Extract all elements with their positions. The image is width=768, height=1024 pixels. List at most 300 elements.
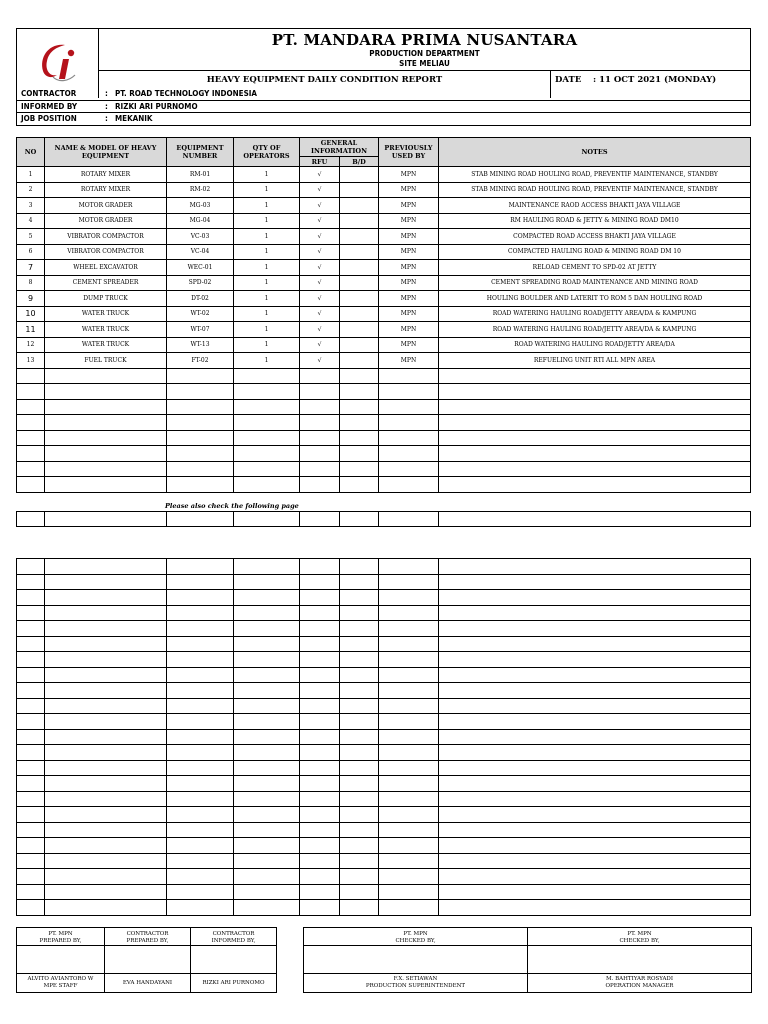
empty-cell — [234, 760, 300, 776]
empty-cell — [300, 714, 340, 730]
empty-cell — [300, 430, 340, 446]
info-colon: : — [105, 89, 108, 98]
equipment-number: WT-13 — [167, 337, 234, 353]
equipment-number: DT-02 — [167, 291, 234, 307]
equipment-table-body — [17, 167, 751, 493]
empty-cell — [17, 399, 45, 415]
empty-cell — [234, 461, 300, 477]
empty-cell — [234, 636, 300, 652]
empty-cell — [45, 667, 167, 683]
empty-cell — [439, 729, 751, 745]
empty-cell — [234, 621, 300, 637]
sig-role: INFORMED BY, — [211, 938, 256, 944]
signature-block-left — [16, 927, 277, 993]
company-logo-icon — [35, 39, 81, 85]
empty-cell — [17, 760, 45, 776]
table-row — [17, 446, 751, 462]
empty-cell — [167, 714, 234, 730]
col-header-name: NAME & MODEL OF HEAVY EQUIPMENT — [45, 138, 167, 167]
empty-cell — [234, 446, 300, 462]
empty-cell — [300, 559, 340, 575]
empty-cell — [17, 807, 45, 823]
empty-cell — [340, 399, 379, 415]
equipment-number: VC-03 — [167, 229, 234, 245]
equipment-number: WT-07 — [167, 322, 234, 338]
previously-used-by: MPN — [379, 182, 439, 198]
empty-cell — [340, 838, 379, 854]
bd-mark — [340, 306, 379, 322]
empty-cell — [167, 745, 234, 761]
empty-cell — [379, 605, 439, 621]
empty-cell — [17, 683, 45, 699]
empty-cell — [234, 368, 300, 384]
table-row — [17, 260, 751, 276]
bd-mark — [340, 322, 379, 338]
empty-cell — [17, 368, 45, 384]
equipment-name: DUMP TRUCK — [45, 291, 167, 307]
empty-cell — [379, 822, 439, 838]
empty-cell — [340, 430, 379, 446]
empty-cell — [340, 559, 379, 575]
equipment-name: WHEEL EXCAVATOR — [45, 260, 167, 276]
empty-cell — [340, 776, 379, 792]
empty-cell — [340, 884, 379, 900]
empty-cell — [45, 822, 167, 838]
info-row-job-position — [17, 112, 750, 124]
empty-cell — [340, 605, 379, 621]
table-row — [17, 853, 751, 869]
equipment-number: MG-03 — [167, 198, 234, 214]
equipment-name: ROTARY MIXER — [45, 182, 167, 198]
empty-cell — [379, 384, 439, 400]
empty-cell — [379, 838, 439, 854]
empty-cell — [45, 461, 167, 477]
empty-cell — [167, 698, 234, 714]
table-row — [17, 745, 751, 761]
empty-cell — [17, 698, 45, 714]
empty-cell — [300, 636, 340, 652]
bd-mark — [340, 198, 379, 214]
rfu-mark: √ — [300, 306, 340, 322]
continuation-table-body — [17, 559, 751, 916]
empty-cell — [439, 683, 751, 699]
empty-cell — [234, 729, 300, 745]
sig-org: PT. MPN — [48, 931, 73, 937]
row-number: 11 — [17, 322, 45, 338]
table-row — [17, 337, 751, 353]
empty-cell — [300, 869, 340, 885]
previously-used-by: MPN — [379, 353, 439, 369]
empty-cell — [439, 667, 751, 683]
equipment-name: ROTARY MIXER — [45, 167, 167, 183]
info-key: INFORMED BY — [21, 102, 78, 111]
info-colon: : — [105, 114, 108, 123]
row-notes: RELOAD CEMENT TO SPD-02 AT JETTY — [439, 260, 751, 276]
empty-cell — [340, 745, 379, 761]
empty-cell — [234, 698, 300, 714]
table-row — [17, 353, 751, 369]
empty-cell — [379, 776, 439, 792]
info-row-contractor — [17, 88, 750, 100]
row-number: 6 — [17, 244, 45, 260]
empty-cell — [439, 368, 751, 384]
empty-cell — [379, 791, 439, 807]
empty-cell — [379, 884, 439, 900]
previously-used-by: MPN — [379, 322, 439, 338]
empty-cell — [300, 368, 340, 384]
empty-cell — [340, 477, 379, 493]
sig-title: OPERATION MANAGER — [605, 983, 674, 989]
empty-cell — [439, 415, 751, 431]
info-key: CONTRACTOR — [21, 89, 77, 98]
footer-note: Please also check the following page — [165, 502, 299, 510]
empty-cell — [439, 698, 751, 714]
operator-qty: 1 — [234, 244, 300, 260]
row-number: 13 — [17, 353, 45, 369]
previously-used-by: MPN — [379, 337, 439, 353]
table-row — [17, 714, 751, 730]
empty-cell — [300, 900, 340, 916]
empty-cell — [45, 853, 167, 869]
empty-cell — [379, 869, 439, 885]
empty-cell — [167, 461, 234, 477]
row-notes: ROAD WATERING HAULING ROAD/JETTY AREA/DA — [439, 337, 751, 353]
empty-cell — [439, 791, 751, 807]
empty-cell — [340, 384, 379, 400]
row-number: 9 — [17, 291, 45, 307]
empty-cell — [17, 838, 45, 854]
sig-org: CONTRACTOR — [212, 931, 255, 937]
empty-cell — [439, 652, 751, 668]
empty-cell — [234, 605, 300, 621]
info-value: PT. ROAD TECHNOLOGY INDONESIA — [115, 89, 258, 98]
empty-cell — [340, 512, 379, 527]
empty-cell — [379, 683, 439, 699]
empty-cell — [439, 512, 751, 527]
empty-cell — [379, 652, 439, 668]
row-number: 3 — [17, 198, 45, 214]
empty-cell — [300, 446, 340, 462]
empty-cell — [379, 745, 439, 761]
empty-cell — [17, 512, 45, 527]
table-row — [17, 275, 751, 291]
previously-used-by: MPN — [379, 306, 439, 322]
empty-cell — [45, 698, 167, 714]
operator-qty: 1 — [234, 291, 300, 307]
table-row — [17, 652, 751, 668]
signature-header — [528, 928, 752, 946]
equipment-number: RM-02 — [167, 182, 234, 198]
empty-cell — [17, 869, 45, 885]
sig-name: F.X. SETIAWAN — [393, 976, 438, 982]
operator-qty: 1 — [234, 213, 300, 229]
empty-cell — [167, 590, 234, 606]
operator-qty: 1 — [234, 182, 300, 198]
sig-role: CHECKED BY, — [619, 938, 660, 944]
date-label: DATE — [555, 75, 582, 85]
info-key: JOB POSITION — [21, 114, 77, 123]
empty-cell — [439, 446, 751, 462]
empty-cell — [300, 461, 340, 477]
empty-cell — [379, 621, 439, 637]
col-header-rfu: RFU — [300, 157, 340, 167]
empty-cell — [45, 683, 167, 699]
table-row — [17, 667, 751, 683]
empty-cell — [167, 605, 234, 621]
empty-cell — [45, 636, 167, 652]
table-row — [17, 167, 751, 183]
empty-cell — [45, 559, 167, 575]
rfu-mark: √ — [300, 213, 340, 229]
empty-cell — [17, 574, 45, 590]
empty-cell — [379, 900, 439, 916]
carryover-row-table — [16, 511, 751, 527]
operator-qty: 1 — [234, 275, 300, 291]
empty-cell — [45, 869, 167, 885]
sig-name: ALVITO AVIANTORO W — [27, 976, 94, 982]
table-row — [17, 869, 751, 885]
empty-cell — [379, 415, 439, 431]
empty-cell — [167, 636, 234, 652]
empty-cell — [234, 714, 300, 730]
table-row — [17, 636, 751, 652]
table-row — [17, 368, 751, 384]
empty-cell — [379, 714, 439, 730]
empty-cell — [234, 683, 300, 699]
equipment-name: MOTOR GRADER — [45, 213, 167, 229]
table-row — [17, 698, 751, 714]
empty-cell — [300, 477, 340, 493]
bd-mark — [340, 275, 379, 291]
row-notes: STAB MINING ROAD HOULING ROAD, PREVENTIF MAINTENANCE, STANDBY — [439, 167, 751, 183]
empty-cell — [340, 621, 379, 637]
empty-cell — [167, 446, 234, 462]
empty-cell — [17, 621, 45, 637]
operator-qty: 1 — [234, 337, 300, 353]
empty-cell — [234, 652, 300, 668]
empty-cell — [340, 729, 379, 745]
equipment-number: WEC-01 — [167, 260, 234, 276]
empty-cell — [167, 512, 234, 527]
empty-cell — [167, 853, 234, 869]
empty-cell — [45, 368, 167, 384]
table-row — [17, 838, 751, 854]
empty-cell — [439, 869, 751, 885]
equipment-name: WATER TRUCK — [45, 322, 167, 338]
empty-cell — [379, 853, 439, 869]
signature-name-cell — [304, 974, 528, 993]
empty-cell — [379, 461, 439, 477]
row-notes: REFUELING UNIT RTI ALL MPN AREA — [439, 353, 751, 369]
report-title: HEAVY EQUIPMENT DAILY CONDITION REPORT — [99, 71, 551, 98]
previously-used-by: MPN — [379, 213, 439, 229]
empty-cell — [167, 667, 234, 683]
empty-cell — [439, 384, 751, 400]
empty-cell — [167, 884, 234, 900]
empty-cell — [234, 477, 300, 493]
empty-cell — [45, 745, 167, 761]
signature-name-cell — [191, 974, 277, 993]
operator-qty: 1 — [234, 229, 300, 245]
previously-used-by: MPN — [379, 198, 439, 214]
row-notes: ROAD WATERING HAULING ROAD/JETTY AREA/DA & KAMPUNG — [439, 306, 751, 322]
empty-cell — [340, 667, 379, 683]
row-notes: RM HAULING ROAD & JETTY & MINING ROAD DM10 — [439, 213, 751, 229]
table-row — [17, 213, 751, 229]
rfu-mark: √ — [300, 291, 340, 307]
col-header-bd: B/D — [340, 157, 379, 167]
date-value: : 11 OCT 2021 (MONDAY) — [593, 75, 717, 85]
empty-cell — [167, 869, 234, 885]
empty-cell — [439, 574, 751, 590]
signature-block-right — [303, 927, 752, 993]
rfu-mark: √ — [300, 353, 340, 369]
empty-cell — [45, 430, 167, 446]
bd-mark — [340, 229, 379, 245]
table-row — [17, 884, 751, 900]
row-number: 10 — [17, 306, 45, 322]
empty-cell — [234, 745, 300, 761]
table-row — [17, 621, 751, 637]
empty-cell — [17, 822, 45, 838]
row-notes: CEMENT SPREADING ROAD MAINTENANCE AND MINING ROAD — [439, 275, 751, 291]
empty-cell — [17, 776, 45, 792]
empty-cell — [379, 760, 439, 776]
equipment-name: MOTOR GRADER — [45, 198, 167, 214]
empty-cell — [167, 621, 234, 637]
operator-qty: 1 — [234, 167, 300, 183]
previously-used-by: MPN — [379, 260, 439, 276]
empty-cell — [379, 574, 439, 590]
empty-cell — [439, 477, 751, 493]
empty-cell — [234, 776, 300, 792]
empty-cell — [340, 807, 379, 823]
info-colon: : — [105, 102, 108, 111]
empty-cell — [234, 791, 300, 807]
empty-cell — [45, 399, 167, 415]
table-row — [17, 760, 751, 776]
signature-name-cell — [105, 974, 191, 993]
col-header-qty: QTY OF OPERATORS — [234, 138, 300, 167]
empty-cell — [379, 807, 439, 823]
empty-cell — [234, 399, 300, 415]
table-row — [17, 683, 751, 699]
title-box — [99, 29, 750, 70]
empty-cell — [379, 477, 439, 493]
empty-cell — [17, 636, 45, 652]
empty-cell — [439, 822, 751, 838]
table-row — [17, 776, 751, 792]
empty-cell — [167, 838, 234, 854]
empty-cell — [17, 446, 45, 462]
empty-cell — [45, 729, 167, 745]
empty-cell — [167, 559, 234, 575]
empty-cell — [439, 838, 751, 854]
empty-cell — [340, 461, 379, 477]
empty-cell — [439, 559, 751, 575]
empty-cell — [300, 884, 340, 900]
equipment-number: VC-04 — [167, 244, 234, 260]
empty-cell — [379, 636, 439, 652]
empty-cell — [17, 714, 45, 730]
table-row — [17, 807, 751, 823]
table-row — [17, 399, 751, 415]
empty-cell — [167, 807, 234, 823]
row-notes: HOULING BOULDER AND LATERIT TO ROM 5 DAN HOULING ROAD — [439, 291, 751, 307]
empty-cell — [234, 807, 300, 823]
table-row — [17, 574, 751, 590]
row-number: 1 — [17, 167, 45, 183]
table-row — [17, 559, 751, 575]
empty-cell — [45, 590, 167, 606]
empty-cell — [439, 621, 751, 637]
signature-space — [17, 946, 105, 974]
empty-cell — [300, 652, 340, 668]
empty-cell — [167, 729, 234, 745]
empty-cell — [45, 512, 167, 527]
empty-cell — [340, 714, 379, 730]
empty-cell — [17, 590, 45, 606]
table-row — [17, 244, 751, 260]
empty-cell — [379, 590, 439, 606]
empty-cell — [340, 822, 379, 838]
empty-cell — [234, 884, 300, 900]
bd-mark — [340, 260, 379, 276]
empty-cell — [234, 853, 300, 869]
empty-cell — [167, 415, 234, 431]
empty-cell — [45, 776, 167, 792]
empty-cell — [340, 683, 379, 699]
table-row — [17, 198, 751, 214]
rfu-mark: √ — [300, 182, 340, 198]
table-row — [17, 430, 751, 446]
signature-header — [105, 928, 191, 946]
table-row — [17, 461, 751, 477]
row-number: 12 — [17, 337, 45, 353]
rfu-mark: √ — [300, 260, 340, 276]
empty-cell — [379, 430, 439, 446]
table-row — [17, 729, 751, 745]
equipment-name: FUEL TRUCK — [45, 353, 167, 369]
sig-org: CONTRACTOR — [126, 931, 169, 937]
empty-cell — [300, 838, 340, 854]
empty-cell — [234, 574, 300, 590]
empty-cell — [300, 760, 340, 776]
empty-cell — [17, 729, 45, 745]
empty-cell — [45, 415, 167, 431]
table-row — [17, 477, 751, 493]
empty-cell — [17, 415, 45, 431]
bd-mark — [340, 182, 379, 198]
col-header-no: NO — [17, 138, 45, 167]
col-header-general: GENERAL INFORMATION — [300, 138, 379, 157]
empty-cell — [379, 667, 439, 683]
empty-cell — [300, 590, 340, 606]
previously-used-by: MPN — [379, 167, 439, 183]
empty-cell — [17, 559, 45, 575]
empty-cell — [234, 869, 300, 885]
col-header-previously-used: PREVIOUSLY USED BY — [379, 138, 439, 167]
empty-cell — [167, 368, 234, 384]
empty-cell — [234, 838, 300, 854]
empty-cell — [439, 760, 751, 776]
empty-cell — [379, 446, 439, 462]
empty-cell — [340, 760, 379, 776]
rfu-mark: √ — [300, 322, 340, 338]
row-number: 8 — [17, 275, 45, 291]
empty-cell — [45, 838, 167, 854]
empty-cell — [17, 791, 45, 807]
